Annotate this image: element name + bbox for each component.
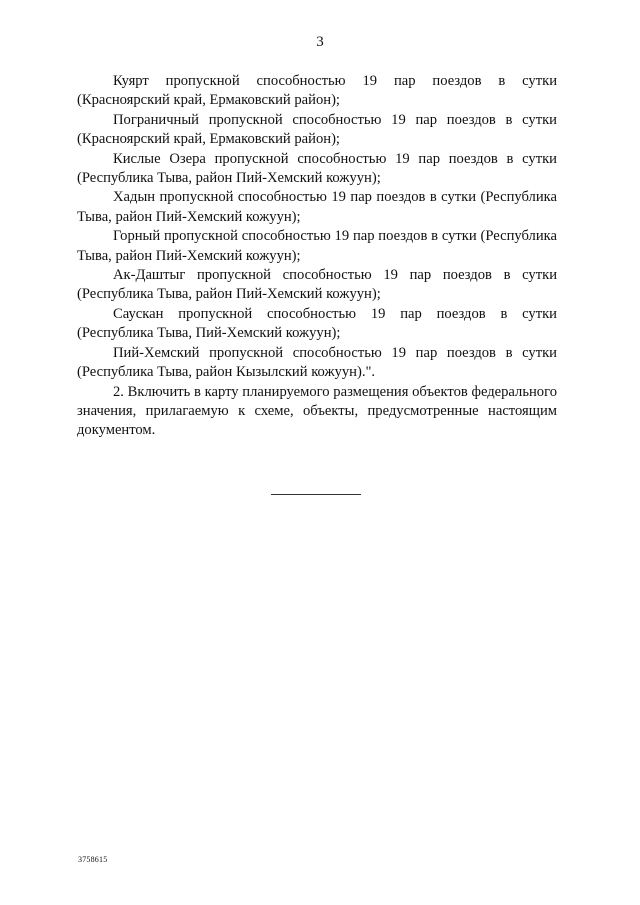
paragraph-kuyart: Куярт пропускной способностью 19 пар поездов в сутки (Красноярский край, Ермаковский район); [77,73,557,109]
paragraph-piy-khemsky: Пий-Хемский пропускной способностью 19 пар поездов в сутки (Республика Тыва, район Кызылский кожуун).". [77,344,557,381]
paragraph-sauskan: Саускан пропускной способностью 19 пар поездов в сутки (Республика Тыва, Пий-Хемский кожуун); [77,305,557,342]
paragraph-khadyn: Хадын пропускной способностью 19 пар поездов в сутки (Республика Тыва, район Пий-Хемский кожуун); [77,189,557,225]
paragraph-gorny: Горный пропускной способностью 19 пар поездов в сутки (Республика Тыва, район Пий-Хемский кожуун); [77,228,557,264]
paragraph-ak-dashtyg: Ак-Даштыг пропускной способностью 19 пар поездов в сутки (Республика Тыва, район Пий-Хемский кожуун); [77,267,557,303]
document-body [77,72,557,441]
paragraph-pogranichny: Пограничный пропускной способностью 19 пар поездов в сутки (Красноярский край, Ермаковский район); [77,111,557,148]
page-number: 3 [316,34,324,50]
paragraph-item-2: 2. Включить в карту планируемого размещения объектов федерального значения, прилагаемую к схеме, объекты, предусмотренные настоящим документом. [77,383,557,439]
document-code: 3758615 [78,855,108,864]
end-of-text-divider [271,494,361,495]
paragraph-kislye-ozera: Кислые Озера пропускной способностью 19 пар поездов в сутки (Республика Тыва, район Пий-Хемский кожуун); [77,150,557,187]
